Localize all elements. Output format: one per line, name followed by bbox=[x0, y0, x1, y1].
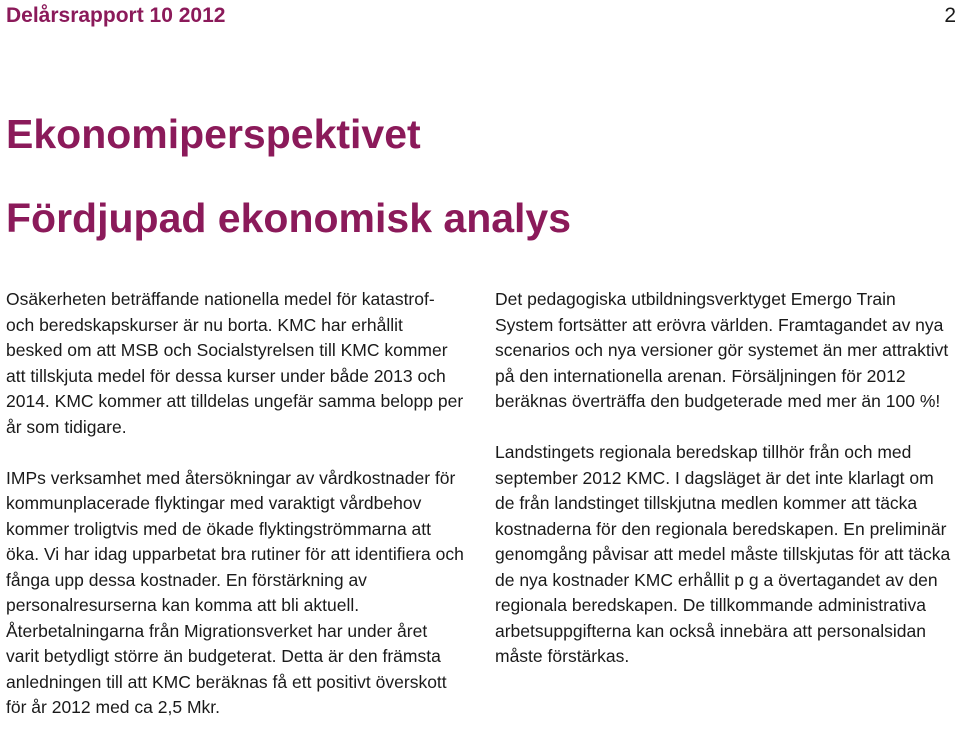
report-title: Delårsrapport 10 2012 bbox=[6, 4, 226, 27]
paragraph: Det pedagogiska utbildningsverktyget Emergo Train System fortsätter att erövra världen. Framtagandet av nya scenarios och nya versioner gör systemet än mer attraktivt på den internationella arenan. Försäljningen för 2012 beräknas överträffa den budgeterade med mer än 100 %! bbox=[495, 289, 949, 411]
subsection-heading: Fördjupad ekonomisk analys bbox=[6, 195, 572, 241]
paragraph: Osäkerheten beträffande nationella medel för katastrof- och beredskapskurser är nu borta. KMC har erhållit besked om att MSB och Socialstyrelsen till KMC kommer att tillskjuta medel för dessa kurser under både 2013 och 2014. KMC kommer att tilldelas ungefär samma belopp per år som tidigare. bbox=[6, 289, 464, 437]
right-column bbox=[495, 287, 957, 695]
section-heading: Ekonomiperspektivet bbox=[6, 111, 421, 157]
page-number: 2 bbox=[944, 4, 956, 27]
left-column bbox=[6, 287, 464, 746]
paragraph: Landstingets regionala beredskap tillhör från och med september 2012 KMC. I dagsläget är det inte klarlagt om de från landstinget tillskjutna medlen kommer att täcka kostnaderna för den regionala beredskapen. En preliminär genomgång påvisar att medel måste tillskjutas för att täcka de nya kostnader KMC erhållit p g a övertagandet av den regionala beredskapen. De tillkommande administrativa arbetsuppgifterna kan också innebära att personalsidan måste förstärkas. bbox=[495, 442, 951, 666]
paragraph: IMPs verksamhet med återsökningar av vårdkostnader för kommunplacerade flyktingar med varaktigt vårdbehov kommer troligtvis med de ökade flyktingströmmarna att öka. Vi har idag upparbetat bra rutiner för att identifiera och fånga upp dessa kostnader. En förstärkning av personalresurserna kan komma att bli aktuell. Återbetalningarna från Migrationsverket har under året varit betydligt större än budgeterat. Detta är den främsta anledningen till att KMC beräknas få ett positivt överskott för år 2012 med ca 2,5 Mkr. bbox=[6, 467, 464, 717]
